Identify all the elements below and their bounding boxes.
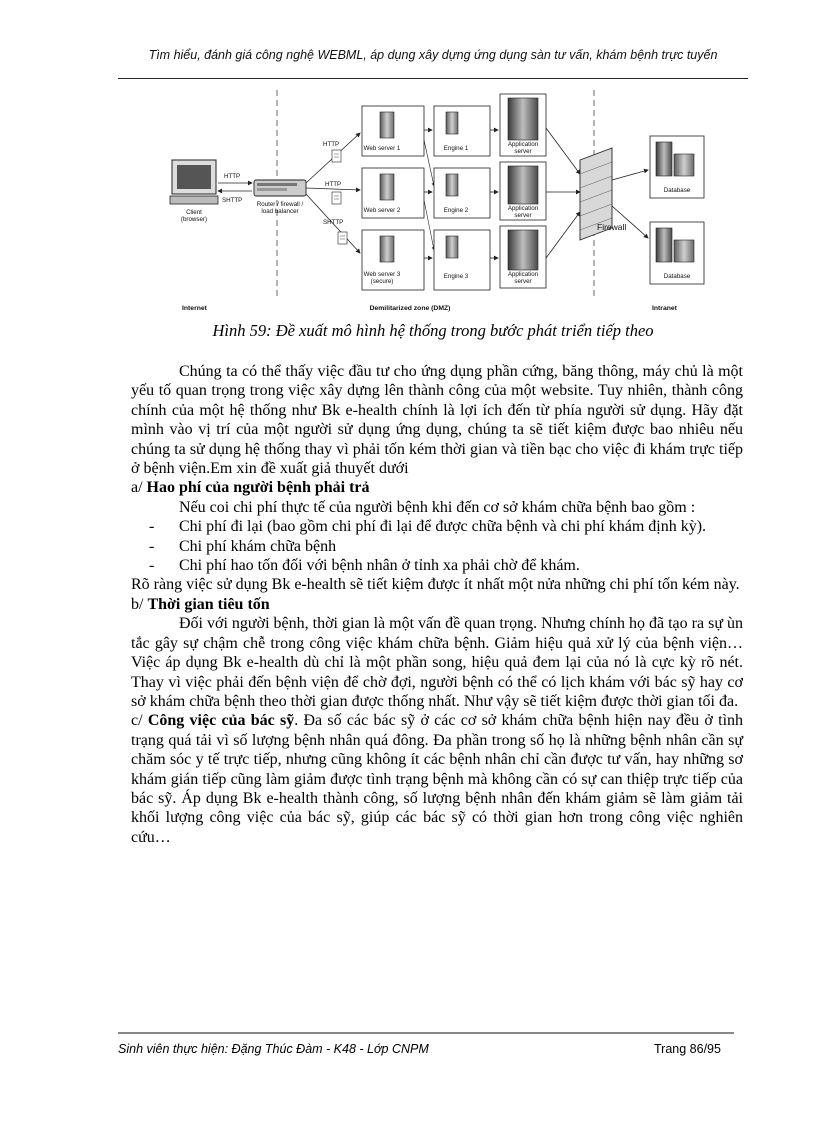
client-sublabel: (browser): [180, 216, 208, 223]
figure-caption: Hình 59: Đề xuất mô hình hệ thống trong bước phát triển tiếp theo: [212, 321, 654, 340]
section-c-paragraph: [131, 711, 743, 847]
network-architecture-diagram: [160, 88, 720, 318]
web-server-3-label: Web server 3: [363, 271, 401, 278]
engine-1-label: Engine 1: [443, 145, 469, 152]
router-label: Router / firewall /: [256, 201, 304, 208]
application-server-1-label: Application: [507, 141, 539, 148]
document-icon: [332, 192, 341, 204]
list-item: - Chi phí hao tốn đối với bệnh nhân ở tỉnh xa phải chờ để khám.: [131, 556, 743, 575]
section-b-prefix: b/: [131, 595, 148, 613]
database-1-label: Database: [663, 187, 691, 194]
section-b-heading: [131, 595, 743, 614]
section-c-prefix: c/: [131, 712, 148, 730]
cost-list: [131, 517, 743, 575]
application-server-1-sublabel: server: [514, 148, 532, 155]
footer-student: Sinh viên thực hiện: Đặng Thúc Đàm - K48 - Lớp CNPM: [118, 1042, 429, 1056]
application-server-2-sublabel: server: [514, 212, 532, 219]
document-icon: [338, 232, 347, 244]
http-label-2: HTTP: [325, 181, 342, 188]
section-a-title: Hao phí của người bệnh phải trả: [146, 479, 370, 497]
list-item: - Chi phí đi lại (bao gồm chi phí đi lại để được chữa bệnh và chi phí khám định kỳ).: [131, 517, 743, 536]
application-server-3-label: Application: [507, 271, 539, 278]
engine-3-icon: [434, 230, 490, 290]
header-divider: [118, 78, 748, 79]
section-c-title: Công việc của bác sỹ: [147, 712, 295, 730]
footer-divider: [118, 1032, 734, 1034]
application-server-2-label: Application: [507, 205, 539, 212]
web-server-1-label: Web server 1: [363, 145, 401, 152]
application-server-3-sublabel: server: [514, 278, 532, 285]
firewall-label: Firewall: [597, 222, 627, 232]
web-server-3-sublabel: (secure): [370, 278, 394, 285]
section-c-text: . Đa số các bác sỹ ở các cơ sở khám chữa bệnh hiện nay đều ở tình trạng quá tải vì số lượng bệnh nhân quá đông. Đa phần trong số họ là những bệnh nhân cần sự chăm sóc y tế trực tiếp, nhưng cũng không ít các bệnh nhân chỉ cần được tư vấn, hay những sơ khám gián tiếp cũng làm giảm được tình trạng bệnh mà không cần có sự can thiệp trực tiếp của bác sỹ. Áp dụng Bk e-health thành công, số lượng bệnh nhân đến khám giảm sẽ làm giảm tải khối lượng công việc của bác sỹ, giúp các bác sỹ có thời gian hơn trong công việc nghiên cứu…: [131, 712, 744, 846]
http-label-1: HTTP: [323, 141, 340, 148]
zone-dmz-label: Demilitarized zone (DMZ): [369, 305, 451, 312]
section-a-prefix: a/: [131, 479, 147, 497]
document-body: [131, 362, 743, 847]
router-icon: [254, 180, 306, 196]
section-a-conclusion: Rõ ràng việc sử dụng Bk e-health sẽ tiết kiệm được ít nhất một nửa những chi phí tốn kém này.: [131, 576, 740, 594]
section-a-intro: Nếu coi chi phí thực tế của người bệnh khi đến cơ sở khám chữa bệnh bao gồm :: [179, 498, 696, 516]
shttp-label-3: SHTTP: [323, 219, 344, 226]
client-label: Client: [186, 209, 202, 216]
list-item: - Chi phí khám chữa bệnh: [131, 537, 743, 556]
http-label-client: HTTP: [224, 173, 241, 180]
zone-internet-label: Internet: [182, 305, 207, 312]
engine-2-label: Engine 2: [443, 207, 469, 214]
zone-intranet-label: Intranet: [652, 305, 677, 312]
page-number: Trang 86/95: [654, 1042, 721, 1056]
page-header: Tìm hiểu, đánh giá công nghệ WEBML, áp dụng xây dựng ứng dụng sàn tư vấn, khám bệnh trực tuyến: [148, 48, 718, 62]
intro-paragraph: Chúng ta có thể thấy việc đầu tư cho ứng dụng phần cứng, băng thông, máy chủ là một yếu tố quan trọng trong việc xây dựng lên thành công của một website. Tuy nhiên, thành công chính của một hệ thống như Bk e-health chính là lợi ích đến từ phía người sử dụng. Hãy đặt mình vào vị trí của một người sử dụng ứng dụng, chúng ta sẽ tiết kiệm được bao nhiêu nếu chúng ta sử dụng hệ thống thay vì phải tốn kém thời gian và tiền bạc cho việc đi khám trực tiếp ở bệnh viện.Em xin đề xuất giả thuyết dưới: [131, 363, 743, 478]
router-sublabel: load balancer: [261, 208, 299, 215]
section-b-title: Thời gian tiêu tốn: [147, 595, 270, 613]
section-b-paragraph: Đối với người bệnh, thời gian là một vấn đề quan trọng. Nhưng chính họ đã tạo ra sự ùn tắc gây sự chậm chễ trong công việc khám chữa bệnh. Giảm hiệu quả xử lý của bệnh viện… Việc áp dụng Bk e-health dù chỉ là một phần song, hiệu quả đem lại của nó là cực kỳ rõ nét. Thay vì việc phải đến bệnh viện để chờ đợi, người bệnh có thể có lịch khám với bác sỹ hay cơ sở khám chữa bệnh theo thời gian được thống nhất. Như vậy sẽ tiết kiệm được thời gian tối đa.: [131, 615, 743, 710]
shttp-label-client: SHTTP: [222, 197, 243, 204]
document-icon: [332, 150, 341, 162]
client-computer-icon: [170, 160, 218, 204]
database-2-label: Database: [663, 273, 691, 280]
section-a-heading: [131, 478, 743, 497]
web-server-2-label: Web server 2: [363, 207, 401, 214]
engine-3-label: Engine 3: [443, 273, 469, 280]
